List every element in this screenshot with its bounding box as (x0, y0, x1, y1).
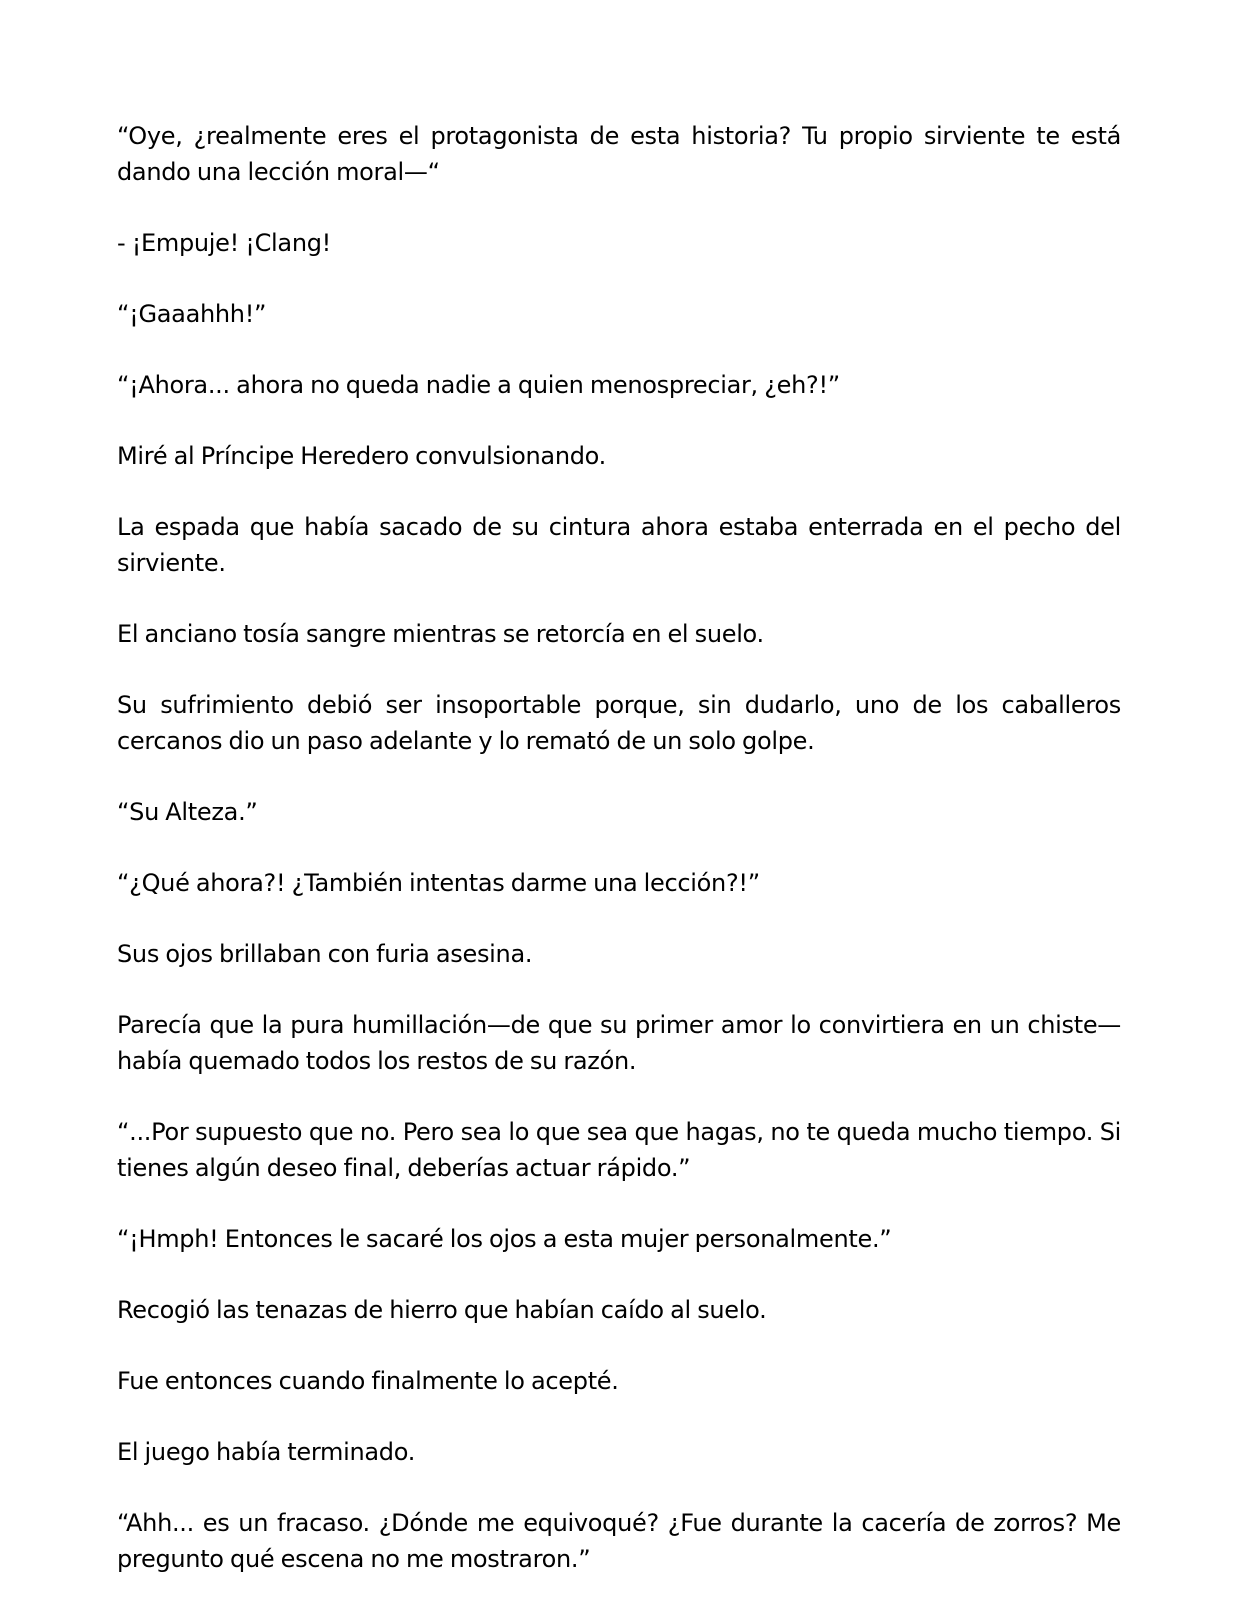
paragraph: “Oye, ¿realmente eres el protagonista de esta historia? Tu propio sirviente te está dando una lección moral—“ (117, 122, 1121, 186)
document-body (117, 118, 1121, 1612)
paragraph: “¡Ahora... ahora no queda nadie a quien menospreciar, ¿eh?!” (117, 371, 840, 399)
paragraph: Miré al Príncipe Heredero convulsionando. (117, 442, 606, 470)
paragraph: El juego había terminado. (117, 1438, 416, 1466)
paragraph: “¡Gaaahhh!” (117, 300, 267, 328)
paragraph: “¿Qué ahora?! ¿También intentas darme una lección?!” (117, 869, 760, 897)
paragraph: El anciano tosía sangre mientras se retorcía en el suelo. (117, 620, 764, 648)
paragraph: “...Por supuesto que no. Pero sea lo que sea que hagas, no te queda mucho tiempo. Si tienes algún deseo final, deberías actuar rápido.” (117, 1118, 1121, 1182)
paragraph: La espada que había sacado de su cintura ahora estaba enterrada en el pecho del sirviente. (117, 513, 1121, 577)
paragraph: Recogió las tenazas de hierro que habían caído al suelo. (117, 1296, 767, 1324)
paragraph: “Su Alteza.” (117, 798, 258, 826)
paragraph: - ¡Empuje! ¡Clang! (117, 229, 332, 257)
paragraph: Parecía que la pura humillación—de que su primer amor lo convirtiera en un chiste—había quemado todos los restos de su razón. (117, 1011, 1121, 1075)
paragraph: Fue entonces cuando finalmente lo acepté. (117, 1367, 619, 1395)
paragraph: “¡Hmph! Entonces le sacaré los ojos a esta mujer personalmente.” (117, 1225, 892, 1253)
paragraph: Sus ojos brillaban con furia asesina. (117, 940, 533, 968)
paragraph: Su sufrimiento debió ser insoportable porque, sin dudarlo, uno de los caballeros cercanos dio un paso adelante y lo remató de un solo golpe. (117, 691, 1121, 755)
paragraph: “Ahh... es un fracaso. ¿Dónde me equivoqué? ¿Fue durante la cacería de zorros? Me pregunto qué escena no me mostraron.” (117, 1509, 1121, 1573)
